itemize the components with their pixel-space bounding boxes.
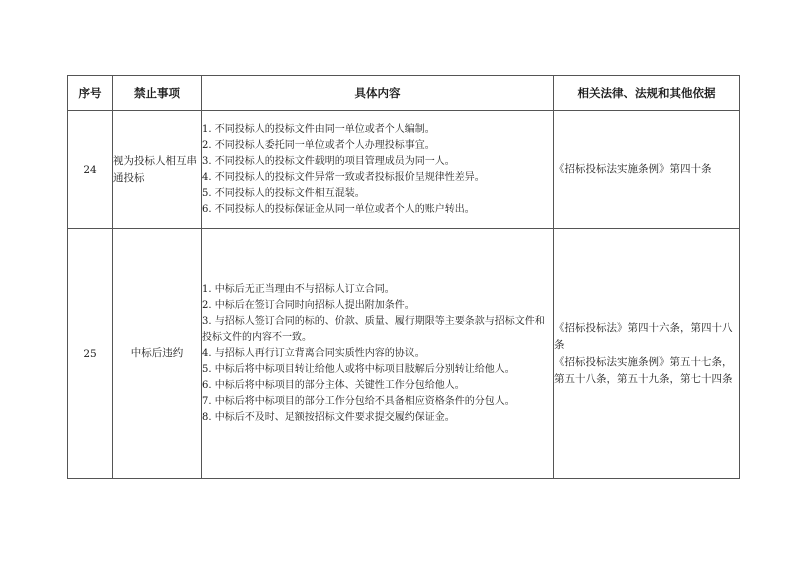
list-item: 5. 中标后将中标项目转让给他人或将中标项目肢解后分别转让给他人。 xyxy=(202,363,515,375)
list-item: 3. 与招标人签订合同的标的、价款、质量、履行期限等主要条款与招标文件和投标文件的内容不一致。 xyxy=(202,315,545,343)
header-no: 序号 xyxy=(68,76,113,111)
header-row xyxy=(68,76,740,111)
list-item: 7. 中标后将中标项目的部分工作分包给不具备相应资格条件的分包人。 xyxy=(202,395,515,407)
content-list xyxy=(202,122,553,218)
legal-basis-cell xyxy=(554,229,740,479)
table-row xyxy=(68,111,740,229)
prohibited-item: 视为投标人相互串通投标 xyxy=(113,111,202,229)
row-number: 25 xyxy=(68,229,113,479)
list-item: 8. 中标后不及时、足额按招标文件要求提交履约保证金。 xyxy=(202,411,455,423)
content-cell xyxy=(202,229,554,479)
table-body xyxy=(68,111,740,479)
list-item: 2. 中标后在签订合同时向招标人提出附加条件。 xyxy=(202,299,415,311)
header-basis: 相关法律、法规和其他依据 xyxy=(554,76,740,111)
legal-reference: 《招标投标法》第四十六条，第四十八条 xyxy=(554,321,733,351)
header-item: 禁止事项 xyxy=(113,76,202,111)
prohibited-item: 中标后违约 xyxy=(113,229,202,479)
row-number: 24 xyxy=(68,111,113,229)
list-item: 6. 中标后将中标项目的部分主体、关键性工作分包给他人。 xyxy=(202,379,465,391)
list-item: 5. 不同投标人的投标文件相互混装。 xyxy=(202,187,365,199)
list-item: 4. 不同投标人的投标文件异常一致或者投标报价呈规律性差异。 xyxy=(202,171,485,183)
content-cell xyxy=(202,111,554,229)
legal-basis-cell xyxy=(554,111,740,229)
content-list xyxy=(202,282,553,426)
list-item: 1. 中标后无正当理由不与招标人订立合同。 xyxy=(202,283,395,295)
legal-reference: 《招标投标法实施条例》第五十七条，第五十八条，第五十九条，第七十四条 xyxy=(554,355,733,385)
list-item: 2. 不同投标人委托同一单位或者个人办理投标事宜。 xyxy=(202,139,435,151)
list-item: 1. 不同投标人的投标文件由同一单位或者个人编制。 xyxy=(202,123,435,135)
regulations-table xyxy=(67,75,740,479)
table-header xyxy=(68,76,740,111)
header-content: 具体内容 xyxy=(202,76,554,111)
list-item: 6. 不同投标人的投标保证金从同一单位或者个人的账户转出。 xyxy=(202,203,475,215)
table-row xyxy=(68,229,740,479)
legal-reference: 《招标投标法实施条例》第四十条 xyxy=(554,163,712,175)
list-item: 4. 与招标人再行订立背离合同实质性内容的协议。 xyxy=(202,347,425,359)
list-item: 3. 不同投标人的投标文件载明的项目管理成员为同一人。 xyxy=(202,155,455,167)
